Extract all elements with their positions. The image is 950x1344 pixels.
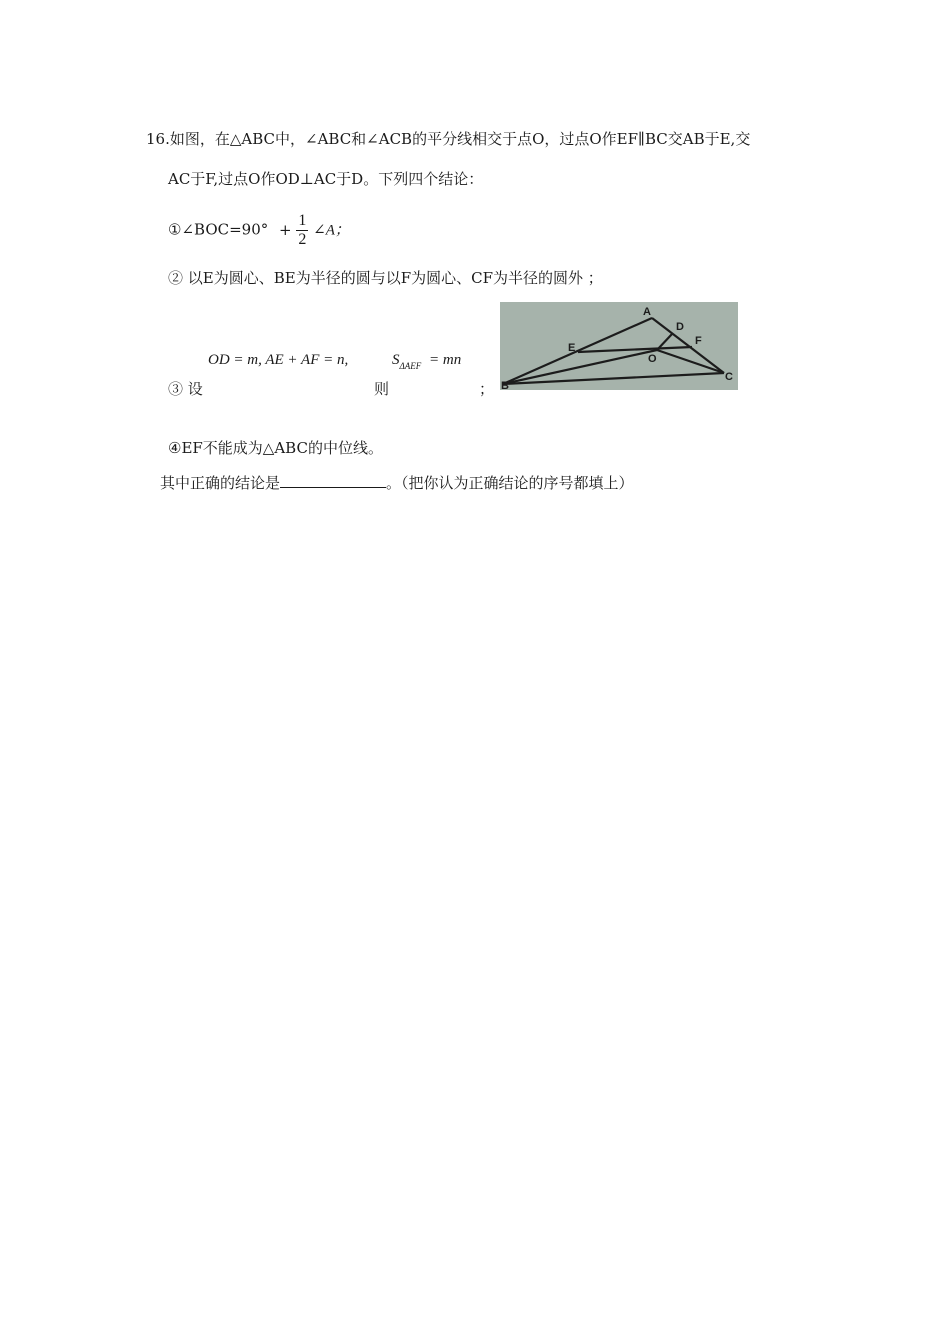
- conclusion-3-formula-area: [392, 350, 461, 376]
- fraction-numerator: 1: [298, 212, 307, 229]
- label-a: A: [643, 306, 651, 318]
- area-value: = mn: [429, 352, 462, 368]
- conclusion-1: [168, 212, 350, 249]
- one-half-fraction: [296, 212, 308, 249]
- answer-suffix: 。（把你认为正确结论的序号都填上）: [386, 474, 634, 492]
- conclusion-3-then: 则: [374, 380, 390, 398]
- fraction-denominator: 2: [298, 231, 307, 248]
- conclusion-3-prefix: ③ 设: [168, 380, 203, 398]
- label-e: E: [568, 342, 576, 354]
- area-subscript: ΔAEF: [399, 361, 422, 371]
- conclusion-3-end: ；: [479, 380, 495, 398]
- conclusion-3-formula-given: OD = m, AE + AF = n,: [208, 352, 349, 368]
- conclusion-1-prefix: ①∠BOC=90°: [168, 220, 269, 239]
- label-b: B: [501, 380, 509, 390]
- conclusion-1-plus: +: [279, 220, 292, 239]
- problem-statement-line1: 16.如图，在△ABC中，∠ABC和∠ACB的平分线相交于点O，过点O作EF∥BC交AB于E,交: [146, 130, 751, 148]
- conclusion-2: ② 以E为圆心、BE为半径的圆与以F为圆心、CF为半径的圆外 ；: [168, 269, 603, 287]
- label-o: O: [648, 353, 657, 365]
- area-symbol: S: [392, 352, 400, 368]
- label-d: D: [676, 321, 684, 333]
- label-f: F: [695, 335, 702, 347]
- problem-statement-line2: AC于F,过点O作OD⊥AC于D。下列四个结论：: [168, 170, 484, 188]
- triangle-figure: [500, 302, 738, 390]
- conclusion-4: ④EF不能成为△ABC的中位线。: [168, 439, 383, 457]
- answer-line: [160, 473, 634, 493]
- answer-prefix: 其中正确的结论是: [160, 474, 281, 492]
- label-c: C: [725, 371, 733, 383]
- conclusion-1-suffix: ∠A；: [313, 222, 350, 239]
- answer-blank[interactable]: [280, 473, 386, 488]
